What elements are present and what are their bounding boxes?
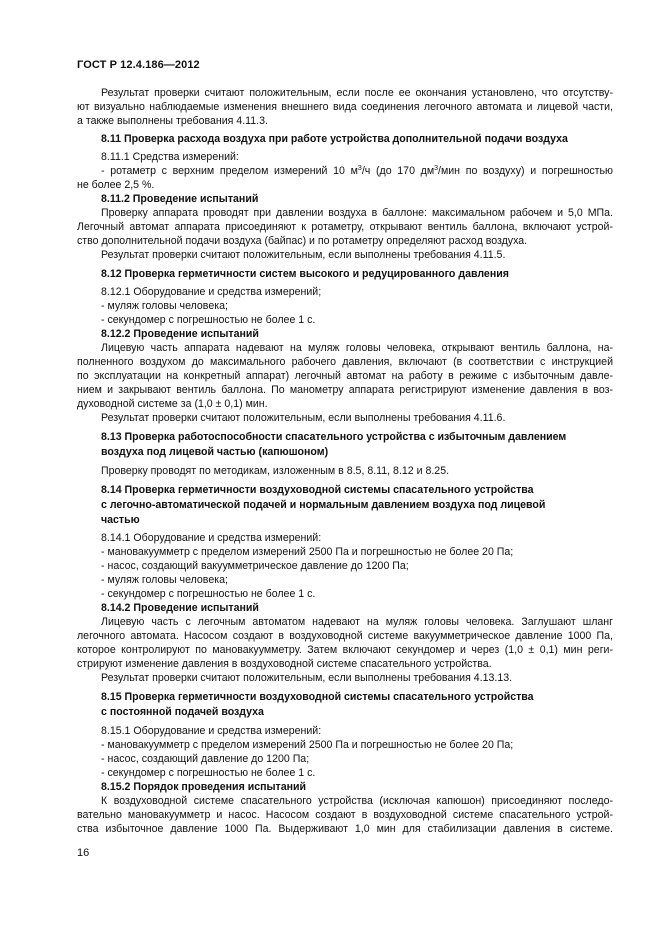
section-heading-line: 8.11.2 Проведение испытаний bbox=[101, 193, 259, 205]
text-line: - муляж головы человека; bbox=[101, 300, 228, 312]
section-heading-line: 8.12.2 Проведение испытаний bbox=[101, 328, 259, 340]
text-line: вательно мановакуумметр и насос. Насосом создают в воздуховодной системе спасательного устрой- bbox=[77, 809, 613, 821]
text-line: духоводной системе за (1,0 ± 0,1) мин. bbox=[77, 398, 268, 410]
text-line: - мановакуумметр с пределом измерений 2500 Па и погрешностью не более 20 Па; bbox=[101, 739, 514, 751]
text-line: Лицевую часть аппарата надевают на муляж головы человека, открывают вентиль баллона, на- bbox=[101, 342, 613, 354]
text-line: Результат проверки считают положительным, если выполнены требования 4.11.6. bbox=[101, 412, 506, 424]
section-heading-line: 8.13 Проверка работоспособности спасательного устройства с избыточным давлением bbox=[101, 431, 567, 443]
text-line: 8.14.1 Оборудование и средства измерений: bbox=[101, 532, 322, 544]
section-heading-line: 8.14 Проверка герметичности воздуховодной системы спасательного устройства bbox=[101, 484, 534, 496]
text-line: 8.15.1 Оборудование и средства измерений: bbox=[101, 725, 322, 737]
section-heading-line: 8.15.2 Порядок проведения испытаний bbox=[101, 781, 307, 793]
text-line: ства избыточное давление 1000 Па. Выдерживают 1,0 мин для стабилизации давления в системе. bbox=[77, 823, 613, 835]
text-line: легочного автомата. Насосом создают в воздуховодной системе вакуумметрическое давление 1000 Па, bbox=[77, 630, 613, 642]
section-heading-line: частью bbox=[101, 514, 140, 526]
text-line: Проверку аппарата проводят при давлении воздуха в баллоне: максимальном рабочем и 5,0 МПа. bbox=[101, 207, 613, 219]
text-line: Легочный автомат аппарата присоединяют к ротаметру, открывают вентиль баллона, включают устрой- bbox=[77, 221, 613, 233]
text-line: - ротаметр с верхним пределом измерений 10 $м^3/ч$ (до 170 $дм^3$/мин по воздуху) и погрешностью bbox=[101, 165, 613, 177]
section-heading-line: с легочно-автоматической подачей и нормальным давлением воздуха под лицевой bbox=[101, 499, 546, 511]
page-number: 16 bbox=[77, 847, 90, 859]
section-heading-line: 8.11 Проверка расхода воздуха при работе устройства дополнительной подачи воздуха bbox=[101, 133, 568, 145]
text-line: - насос, создающий вакуумметрическое давление до 1200 Па; bbox=[101, 560, 409, 572]
text-line: - насос, создающий давление до 1200 Па; bbox=[101, 753, 310, 765]
section-heading-line: 8.15 Проверка герметичности воздуховодной системы спасательного устройства bbox=[101, 691, 534, 703]
text-line: К воздуховодной системе спасательного устройства (исключая капюшон) присоединяют последо- bbox=[101, 795, 613, 807]
text-line: Проверку проводят по методикам, изложенным в 8.5, 8.11, 8.12 и 8.25. bbox=[101, 465, 450, 477]
text-line: - мановакуумметр с пределом измерений 2500 Па и погрешностью не более 20 Па; bbox=[101, 546, 514, 558]
section-heading-line: 8.12 Проверка герметичности систем высокого и редуцированного давления bbox=[101, 268, 509, 280]
text-line: - секундомер с погрешностью не более 1 с. bbox=[101, 314, 316, 326]
text-line: - секундомер с погрешностью не более 1 с. bbox=[101, 767, 316, 779]
text-line: Результат проверки считают положительным, если выполнены требования 4.13.13. bbox=[101, 672, 513, 684]
text-line: а также выполнены требования 4.11.3. bbox=[77, 115, 268, 127]
text-line: не более 2,5 %. bbox=[77, 179, 155, 191]
text-line: 8.11.1 Средства измерений: bbox=[101, 151, 239, 163]
text-line: Результат проверки считают положительным, если выполнены требования 4.11.5. bbox=[101, 249, 506, 261]
text-line: нием и закрывают вентиль баллона. По манометру аппарата регистрируют изменение давления в воз- bbox=[77, 384, 613, 396]
text-line: стрируют изменение давления в воздуховодной системе спасательного устройства. bbox=[77, 658, 492, 670]
text-line: полненного воздухом до максимального рабочего давления, включают (в соответствии с инструкцией bbox=[77, 356, 613, 368]
section-heading-line: с постоянной подачей воздуха bbox=[101, 706, 264, 718]
document-header: ГОСТ Р 12.4.186—2012 bbox=[77, 59, 200, 71]
text-line: ют визуально наблюдаемые изменения внешнего вида соединения легочного автомата и лицевой части, bbox=[77, 101, 613, 113]
section-heading-line: воздуха под лицевой частью (капюшоном) bbox=[101, 446, 329, 458]
text-line: которое контролируют по мановакуумметру. Затем включают секундомер и через (1,0 ± 0,1) мин реги- bbox=[77, 644, 613, 656]
text-line: - муляж головы человека; bbox=[101, 574, 228, 586]
text-line: - секундомер с погрешностью не более 1 с. bbox=[101, 588, 316, 600]
text-line: 8.12.1 Оборудование и средства измерений; bbox=[101, 286, 322, 298]
text-line: Результат проверки считают положительным, если после ее окончания установлено, что отсутству- bbox=[101, 87, 613, 99]
text-line: по эксплуатации на конкретный аппарат) легочный автомат на работу в режиме с избыточным давле- bbox=[77, 370, 613, 382]
text-line: Лицевую часть с легочным автоматом надевают на муляж головы человека. Заглушают шланг bbox=[101, 616, 613, 628]
text-line: ство дополнительной подачи воздуха (байпас) и по ротаметру определяют расход воздуха. bbox=[77, 235, 528, 247]
section-heading-line: 8.14.2 Проведение испытаний bbox=[101, 602, 259, 614]
